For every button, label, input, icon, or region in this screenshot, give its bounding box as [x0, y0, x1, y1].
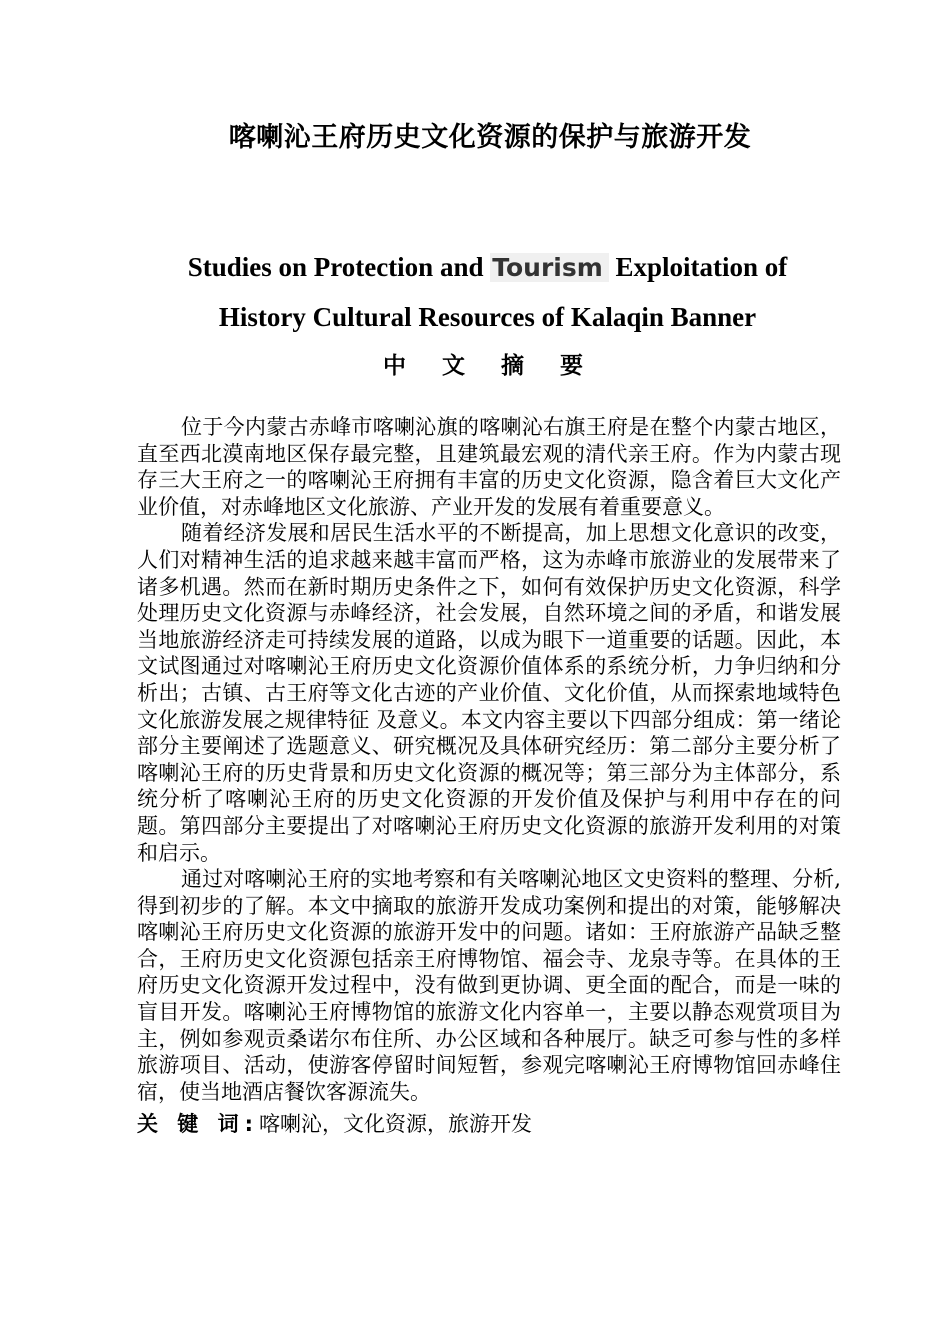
abstract-heading: 中 文 摘 要: [382, 353, 598, 379]
abstract-paragraph-3: 通过对喀喇沁王府的实地考察和有关喀喇沁地区文史资料的整理、分析, 得到初步的了解。本文中摘取的旅游开发成功案例和提出的对策，能够解决喀喇沁王府历史文化资源的旅游开发中的问题。诸如：王府旅游产品缺乏整合，王府历史文化资源包括亲王府博物馆、福会寺、龙泉寺等。在具体的王府历史文化资源开发过程中，没有做到更协调、更全面的配合，而是一味的盲目开发。喀喇沁王府博物馆的旅游文化内容单一，主要以静态观赏项目为主，例如参观贡桑诺尔布住所、办公区域和各种展厅。缺乏可参与性的多样旅游项目、活动，使游客停留时间短暂，参观完喀喇沁王府博物馆回赤峰住宿，使当地酒店餐饮客源流失。: [137, 867, 841, 1104]
english-title-line-2: History Cultural Resources of Kalaqin Banner: [218, 302, 757, 332]
keywords-value: 喀喇沁，文化资源，旅游开发: [259, 1112, 533, 1136]
keywords-label: 关 键 词:: [137, 1112, 260, 1136]
english-title-line-1-end: Exploitation of: [615, 252, 788, 282]
english-title-line-1-start: Studies on Protection and: [187, 252, 484, 282]
keywords-line: [137, 1110, 841, 1138]
abstract-body: [137, 414, 841, 1105]
english-title-highlighted-word: Tourism: [490, 253, 609, 282]
abstract-paragraph-1: 位于今内蒙古赤峰市喀喇沁旗的喀喇沁右旗王府是在整个内蒙古地区，直至西北漠南地区保存最完整，且建筑最宏观的清代亲王府。作为内蒙古现存三大王府之一的喀喇沁王府拥有丰富的历史文化资源，隐含着巨大文化产业价值，对赤峰地区文化旅游、产业开发的发展有着重要意义。: [137, 415, 841, 519]
chinese-title: 喀喇沁王府历史文化资源的保护与旅游开发: [228, 122, 752, 153]
abstract-paragraph-2: 随着经济发展和居民生活水平的不断提高，加上思想文化意识的改变，人们对精神生活的追求越来越丰富而严格，这为赤峰市旅游业的发展带来了诸多机遇。然而在新时期历史条件之下，如何有效保护历史文化资源，科学处理历史文化资源与赤峰经济，社会发展，自然环境之间的矛盾，和谐发展当地旅游经济走可持续发展的道路，以成为眼下一道重要的话题。因此，本文试图通过对喀喇沁王府历史文化资源价值体系的系统分析，力争归纳和分析出；古镇、古王府等文化古迹的产业价值、文化价值，从而探索地域特色文化旅游发展之规律特征 及意义。本文内容主要以下四部分组成：第一绪论部分主要阐述了选题意义、研究概况及具体研究经历：第二部分主要分析了喀喇沁王府的历史背景和历史文化资源的概况等；第三部分为主体部分，系统分析了喀喇沁王府的历史文化资源的开发价值及保护与利用中存在的问题。第四部分主要提出了对喀喇沁王府历史文化资源的旅游开发利用的对策和启示。: [137, 521, 841, 865]
english-title-line-1: [0, 247, 950, 288]
